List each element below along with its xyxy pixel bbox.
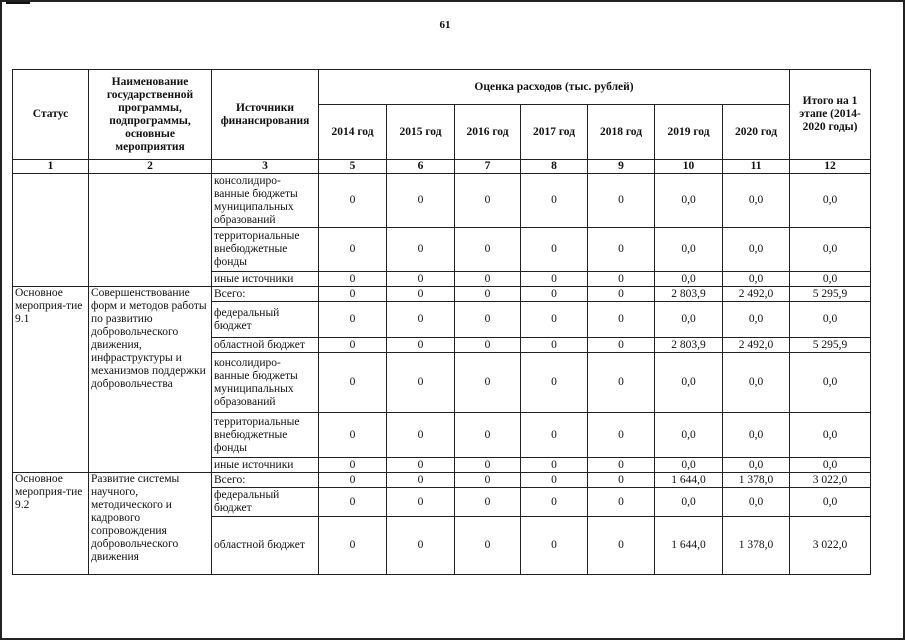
value-cell: 1 378,0 xyxy=(723,517,790,575)
value-cell: 0 xyxy=(521,228,588,272)
value-cell: 0 xyxy=(521,272,588,287)
value-cell: 0 xyxy=(387,353,455,413)
value-cell: 0,0 xyxy=(790,488,871,517)
column-number: 2 xyxy=(89,160,212,174)
value-cell: 2 803,9 xyxy=(655,338,723,353)
value-cell: 0 xyxy=(455,413,521,458)
value-cell: 2 803,9 xyxy=(655,287,723,302)
value-cell: 1 644,0 xyxy=(655,517,723,575)
value-cell: 1 378,0 xyxy=(723,473,790,488)
scan-mark xyxy=(6,2,30,4)
value-cell: 0 xyxy=(521,353,588,413)
value-cell: 5 295,9 xyxy=(790,287,871,302)
value-cell: 0 xyxy=(588,353,655,413)
value-cell: 0,0 xyxy=(723,228,790,272)
value-cell: 0 xyxy=(588,517,655,575)
source-cell: областной бюджет xyxy=(212,517,319,575)
program-name-cell: Развитие системы научного, методического и кадрового сопровождения добровольческого движения xyxy=(89,473,212,575)
value-cell: 0 xyxy=(319,287,387,302)
value-cell: 0 xyxy=(387,517,455,575)
value-cell: 0,0 xyxy=(655,353,723,413)
header-year: 2016 год xyxy=(455,105,521,160)
source-cell: Всего: xyxy=(212,473,319,488)
status-cell: Основное мероприя-тие 9.1 xyxy=(13,287,89,473)
value-cell: 0,0 xyxy=(655,272,723,287)
value-cell: 0 xyxy=(455,458,521,473)
value-cell: 0,0 xyxy=(790,353,871,413)
value-cell: 0,0 xyxy=(790,228,871,272)
column-number: 9 xyxy=(588,160,655,174)
value-cell: 2 492,0 xyxy=(723,338,790,353)
table-row xyxy=(13,473,871,488)
value-cell: 0,0 xyxy=(790,302,871,338)
table-row xyxy=(13,287,871,302)
value-cell: 0 xyxy=(521,517,588,575)
source-cell: областной бюджет xyxy=(212,338,319,353)
value-cell: 2 492,0 xyxy=(723,287,790,302)
header-year: 2014 год xyxy=(319,105,387,160)
value-cell: 0 xyxy=(319,458,387,473)
value-cell: 0 xyxy=(319,338,387,353)
header-total: Итого на 1 этапе (2014-2020 годы) xyxy=(790,70,871,160)
source-cell: консолидиро-ванные бюджеты муниципальных образований xyxy=(212,174,319,228)
value-cell: 0 xyxy=(455,302,521,338)
source-cell: иные источники xyxy=(212,458,319,473)
value-cell: 0 xyxy=(521,287,588,302)
value-cell: 0 xyxy=(455,488,521,517)
header-year: 2020 год xyxy=(723,105,790,160)
value-cell: 0 xyxy=(387,302,455,338)
value-cell: 0 xyxy=(387,413,455,458)
value-cell: 0 xyxy=(455,473,521,488)
header-year: 2015 год xyxy=(387,105,455,160)
value-cell: 0 xyxy=(387,458,455,473)
header-year: 2018 год xyxy=(588,105,655,160)
value-cell: 0 xyxy=(521,458,588,473)
value-cell: 0,0 xyxy=(723,488,790,517)
value-cell: 0 xyxy=(588,413,655,458)
value-cell: 0,0 xyxy=(723,458,790,473)
value-cell: 0,0 xyxy=(655,174,723,228)
value-cell: 5 295,9 xyxy=(790,338,871,353)
status-cell: Основное мероприя-тие 9.2 xyxy=(13,473,89,575)
column-number: 7 xyxy=(455,160,521,174)
value-cell: 0,0 xyxy=(655,302,723,338)
value-cell: 0 xyxy=(319,302,387,338)
value-cell: 0 xyxy=(521,338,588,353)
value-cell: 0 xyxy=(387,228,455,272)
value-cell: 0 xyxy=(521,174,588,228)
value-cell: 0 xyxy=(521,473,588,488)
value-cell: 0 xyxy=(319,228,387,272)
header-program-name: Наименование государственной программы, подпрограммы, основные мероприятия xyxy=(89,70,212,160)
page-number: 61 xyxy=(439,19,451,31)
value-cell: 0 xyxy=(387,473,455,488)
header-year: 2019 год xyxy=(655,105,723,160)
program-name-cell: Совершенствование форм и методов работы по развитию добровольческого движения, инфраструктуры и механизмов поддержки добровольчества xyxy=(89,287,212,473)
value-cell: 0 xyxy=(455,517,521,575)
value-cell: 0 xyxy=(588,458,655,473)
value-cell: 0 xyxy=(521,413,588,458)
value-cell: 0 xyxy=(455,228,521,272)
value-cell: 0 xyxy=(387,272,455,287)
budget-table-body xyxy=(13,174,871,575)
value-cell: 0 xyxy=(588,488,655,517)
value-cell: 0,0 xyxy=(723,174,790,228)
value-cell: 0 xyxy=(455,287,521,302)
value-cell: 0,0 xyxy=(723,353,790,413)
budget-table xyxy=(12,69,871,575)
value-cell: 1 644,0 xyxy=(655,473,723,488)
value-cell: 0,0 xyxy=(723,302,790,338)
value-cell: 0 xyxy=(455,174,521,228)
value-cell: 0,0 xyxy=(655,458,723,473)
value-cell: 0 xyxy=(319,413,387,458)
column-number: 3 xyxy=(212,160,319,174)
header-expenses: Оценка расходов (тыс. рублей) xyxy=(319,70,790,105)
program-name-cell xyxy=(89,174,212,287)
value-cell: 0 xyxy=(387,287,455,302)
value-cell: 0 xyxy=(387,488,455,517)
value-cell: 0 xyxy=(455,338,521,353)
value-cell: 0 xyxy=(588,174,655,228)
source-cell: Всего: xyxy=(212,287,319,302)
value-cell: 0 xyxy=(319,473,387,488)
column-number: 6 xyxy=(387,160,455,174)
value-cell: 0 xyxy=(319,488,387,517)
column-number: 10 xyxy=(655,160,723,174)
value-cell: 0,0 xyxy=(723,272,790,287)
status-cell xyxy=(13,174,89,287)
value-cell: 0 xyxy=(319,272,387,287)
value-cell: 0 xyxy=(455,272,521,287)
value-cell: 0,0 xyxy=(723,413,790,458)
value-cell: 0,0 xyxy=(790,272,871,287)
value-cell: 0,0 xyxy=(790,174,871,228)
scan-border-top xyxy=(0,0,905,2)
value-cell: 0 xyxy=(455,353,521,413)
source-cell: федеральный бюджет xyxy=(212,302,319,338)
source-cell: территориальные внебюджетные фонды xyxy=(212,413,319,458)
scan-border-left xyxy=(0,0,2,640)
value-cell: 0 xyxy=(588,272,655,287)
value-cell: 0 xyxy=(588,302,655,338)
value-cell: 0 xyxy=(588,228,655,272)
value-cell: 3 022,0 xyxy=(790,473,871,488)
value-cell: 0,0 xyxy=(655,228,723,272)
source-cell: федеральный бюджет xyxy=(212,488,319,517)
column-number: 8 xyxy=(521,160,588,174)
value-cell: 0 xyxy=(521,302,588,338)
value-cell: 0,0 xyxy=(790,458,871,473)
value-cell: 0 xyxy=(319,174,387,228)
value-cell: 0 xyxy=(319,517,387,575)
column-number: 11 xyxy=(723,160,790,174)
value-cell: 3 022,0 xyxy=(790,517,871,575)
source-cell: территориальные внебюджетные фонды xyxy=(212,228,319,272)
header-status: Статус xyxy=(13,70,89,160)
source-cell: консолидиро-ванные бюджеты муниципальных образований xyxy=(212,353,319,413)
value-cell: 0 xyxy=(588,473,655,488)
value-cell: 0 xyxy=(588,287,655,302)
value-cell: 0,0 xyxy=(790,413,871,458)
column-number: 5 xyxy=(319,160,387,174)
value-cell: 0,0 xyxy=(655,488,723,517)
value-cell: 0,0 xyxy=(655,413,723,458)
value-cell: 0 xyxy=(387,174,455,228)
column-number: 12 xyxy=(790,160,871,174)
value-cell: 0 xyxy=(319,353,387,413)
value-cell: 0 xyxy=(588,338,655,353)
header-year: 2017 год xyxy=(521,105,588,160)
table-row xyxy=(13,174,871,228)
value-cell: 0 xyxy=(521,488,588,517)
value-cell: 0 xyxy=(387,338,455,353)
header-sources: Источники финансирования xyxy=(212,70,319,160)
column-number: 1 xyxy=(13,160,89,174)
source-cell: иные источники xyxy=(212,272,319,287)
